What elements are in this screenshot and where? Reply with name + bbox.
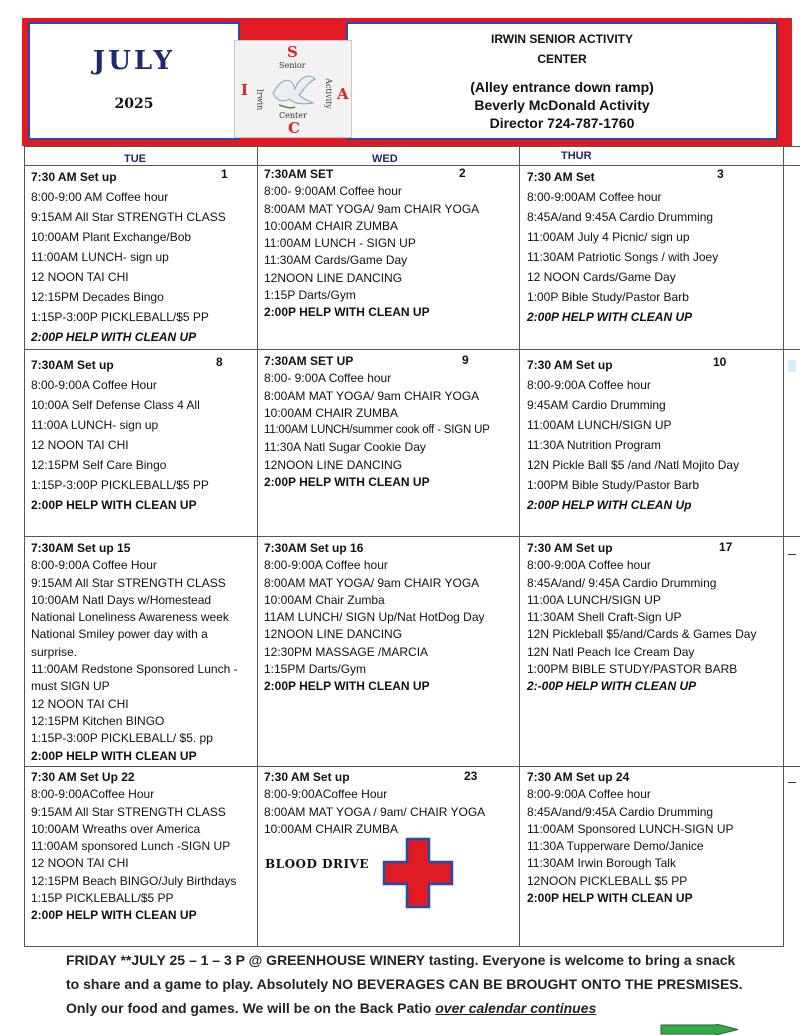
schedule-line: 10:00AM Wreaths over America (31, 821, 201, 836)
schedule-line: 8:45A/and 9:45A Cardio Drumming (527, 210, 714, 224)
schedule-line: 8:00-9:00A Coffee hour (527, 787, 651, 802)
schedule-line: 12N Natl Peach Ice Cream Day (527, 644, 695, 659)
day-header-wed: WED (372, 153, 398, 165)
schedule-line: 8:00AM MAT YOGA/ 9am CHAIR YOGA (264, 575, 480, 590)
date-number: 9 (462, 353, 469, 367)
day-cell-jul-24 (527, 769, 783, 907)
schedule-line: 2:00P HELP WITH CLEAN UP (31, 908, 197, 923)
schedule-line: 12:15PM Decades Bingo (31, 290, 164, 304)
schedule-line: 10:00AM Plant Exchange/Bob (31, 230, 192, 244)
dove-icon (269, 71, 319, 113)
schedule-line: 11:30AM Cards/Game Day (264, 253, 408, 268)
schedule-line: 11:30A Natl Sugar Cookie Day (264, 440, 426, 455)
schedule-line: 12NOON LINE DANCING (264, 627, 403, 642)
schedule-line: 12NOON LINE DANCING (264, 457, 403, 472)
schedule-line: 1:00P Bible Study/Pastor Barb (527, 290, 689, 304)
schedule-line: 10:00AM Natl Days w/Homestead National Loneliness Awareness week National Smiley power day with a surprise. (31, 592, 229, 659)
schedule-line: 8:00-9:00AM Coffee hour (527, 190, 662, 204)
schedule-line: 10:00AM CHAIR ZUMBA (264, 821, 399, 836)
center-name: IRWIN SENIOR ACTIVITY (490, 32, 633, 46)
directions-line: (Alley entrance down ramp) (470, 79, 654, 95)
schedule-line: 12:15PM Self Care Bingo (31, 458, 167, 472)
schedule-line: 11:00A LUNCH- sign up (31, 418, 159, 432)
schedule-line: 1:15P-3:00P PICKLEBALL/$5 PP (31, 310, 209, 324)
schedule-line: 11:30AM Irwin Borough Talk (527, 856, 676, 871)
director-phone-line: Director 724-787-1760 (489, 115, 635, 131)
schedule-line: 8:00AM MAT YOGA/ 9am CHAIR YOGA (264, 201, 480, 216)
schedule-line: 8:00-9:00 AM Coffee hour (31, 190, 169, 204)
schedule-line: 2:00P HELP WITH CLEAN UP (264, 475, 430, 490)
schedule-line: 11:00AM LUNCH - SIGN UP (264, 236, 416, 251)
red-cross-icon (382, 837, 454, 909)
edge-marker (788, 782, 796, 783)
schedule-line: 12 NOON TAI CHI (31, 696, 129, 711)
logo-word-center: Center (279, 111, 307, 120)
schedule-line: 12 NOON TAI CHI (31, 856, 129, 871)
schedule-line: 12N Pickle Ball $5 /and /Natl Mojito Day (527, 458, 740, 472)
schedule-line: 11:30A Nutrition Program (527, 438, 661, 452)
arrow-right-icon[interactable] (660, 1024, 740, 1035)
footer-note (66, 948, 746, 1020)
schedule-line: 8:00- 9:00AM Coffee hour (264, 184, 402, 199)
schedule-line: 11:00AM July 4 Picnic/ sign up (527, 230, 690, 244)
schedule-line: 2:00P HELP WITH CLEAN UP (31, 330, 197, 344)
cell-first-line: 7:30AM Set up (31, 358, 114, 372)
schedule-line: 1:15PM Darts/Gym (264, 662, 367, 677)
schedule-line: 1:15P-3:00P PICKLEBALL/ $5. pp (31, 731, 213, 746)
schedule-line: 9:15AM All Star STRENGTH CLASS (31, 804, 226, 819)
schedule-line: 12NOON PICKLEBALL $5 PP (527, 873, 688, 888)
schedule-line: 8:00AM MAT YOGA/ 9am CHAIR YOGA (264, 388, 480, 403)
cell-first-line: 7:30AM SET UP (264, 354, 354, 368)
grid-line (24, 146, 25, 946)
day-header-tue: TUE (124, 153, 146, 165)
grid-line (257, 146, 258, 946)
cell-first-line: 7:30 AM Set Up 22 (31, 770, 135, 784)
center-logo (234, 40, 352, 138)
schedule-line: 10:00AM CHAIR ZUMBA (264, 405, 399, 420)
schedule-line: 12N Pickleball $5/and/Cards & Games Day (527, 627, 757, 642)
cell-first-line: 7:30AM SET (264, 167, 334, 181)
schedule-line: 10:00AM CHAIR ZUMBA (264, 218, 399, 233)
logo-word-senior: Senior (279, 61, 306, 70)
month-title: JULY (92, 46, 176, 76)
date-number: 17 (719, 540, 733, 554)
schedule-line: 8:45A/and/9:45A Cardio Drumming (527, 804, 714, 819)
date-number: 2 (459, 166, 466, 180)
schedule-line: 2:00P HELP WITH CLEAN UP (264, 679, 430, 694)
schedule-line: 1:00PM Bible Study/Pastor Barb (527, 478, 700, 492)
schedule-line: 1:15P Darts/Gym (264, 288, 356, 303)
edge-marker (788, 360, 796, 372)
footer-text: FRIDAY **JULY 25 – 1 – 3 P @ GREENHOUSE WINERY tasting. Everyone is welcome to bring a snack to share and a game to play. Absolutely NO BEVERAGES CAN BE BROUGHT ONTO THE PRESMISES. Only our food and games. We will be on the Back Patio (66, 952, 743, 1016)
schedule-line: 2:00P HELP WITH CLEAN Up (527, 498, 692, 512)
schedule-line: 8:00-9:00A Coffee hour (527, 378, 651, 392)
schedule-line: 12:15PM Kitchen BINGO (31, 713, 165, 728)
schedule-line: 11:30A Tupperware Demo/Janice (527, 839, 704, 854)
schedule-line: 11:00AM sponsored Lunch -SIGN UP (31, 839, 231, 854)
schedule-line: 8:00AM MAT YOGA / 9am/ CHAIR YOGA (264, 804, 486, 819)
logo-letter-c: C (288, 119, 300, 137)
logo-letter-s: S (287, 43, 298, 61)
schedule-line: 9:15AM All Star STRENGTH CLASS (31, 210, 226, 224)
schedule-line: 10:00A Self Defense Class 4 All (31, 398, 200, 412)
schedule-line: 11:00AM LUNCH/summer cook off - SIGN UP (264, 424, 490, 437)
logo-letter-i: I (241, 81, 249, 99)
schedule-line: 2:-00P HELP WITH CLEAN UP (527, 679, 697, 694)
schedule-line: 11AM LUNCH/ SIGN Up/Nat HotDog Day (264, 610, 485, 625)
schedule-line: 11:00AM Redstone Sponsored Lunch - must SIGN UP (31, 662, 238, 694)
date-number: 23 (464, 769, 478, 783)
cell-first-line: 7:30AM Set up 16 (264, 541, 364, 555)
schedule-line: 10:00AM Chair Zumba (264, 592, 385, 607)
day-header-thur: THUR (561, 150, 592, 162)
schedule-line: 2:00P HELP WITH CLEAN UP (527, 310, 693, 324)
schedule-line: 2:00P HELP WITH CLEAN UP (31, 748, 197, 763)
schedule-line: 8:00-9:00A Coffee Hour (31, 378, 157, 392)
schedule-line: 12 NOON TAI CHI (31, 438, 129, 452)
logo-word-irwin: Irwin (255, 88, 265, 111)
grid-line (24, 536, 800, 537)
day-cell-jul-10 (527, 355, 783, 515)
continues-link[interactable]: over calendar continues (435, 1000, 597, 1016)
cell-first-line: 7:30 AM Set up (527, 541, 613, 555)
schedule-line: 11:00AM Sponsored LUNCH-SIGN UP (527, 821, 734, 836)
schedule-line: 1:15P PICKLEBALL/$5 PP (31, 891, 174, 906)
blood-drive-label: BLOOD DRIVE (265, 857, 370, 871)
logo-letter-a: A (337, 85, 349, 103)
logo-word-activity: Activity (323, 78, 333, 109)
grid-line (519, 146, 520, 946)
schedule-line: 1:00PM BIBLE STUDY/PASTOR BARB (527, 662, 738, 677)
cell-first-line: 7:30 AM Set up 24 (527, 770, 630, 784)
schedule-line: 8:00-9:00ACoffee Hour (31, 787, 155, 802)
day-cell-jul-23 (264, 769, 519, 871)
cell-first-line: 7:30 AM Set up (527, 358, 613, 372)
day-cell-jul-8 (31, 355, 253, 515)
day-cell-jul-2 (264, 166, 519, 322)
schedule-line: 12 NOON Cards/Game Day (527, 270, 676, 284)
date-number: 10 (713, 355, 727, 369)
grid-line (24, 946, 784, 947)
director-info (346, 78, 778, 132)
date-number: 8 (216, 355, 223, 369)
edge-marker (788, 554, 796, 555)
schedule-line: 9:15AM All Star STRENGTH CLASS (31, 575, 226, 590)
cell-first-line: 7:30 AM Set (527, 170, 595, 184)
day-cell-jul-22 (31, 769, 255, 925)
schedule-line: 8:00-9:00A Coffee hour (527, 558, 651, 573)
center-name-line2: CENTER (537, 52, 587, 66)
schedule-line: 9:45AM Cardio Drumming (527, 398, 666, 412)
schedule-line: 8:00-9:00ACoffee Hour (264, 787, 388, 802)
day-cell-jul-3 (527, 167, 783, 327)
grid-line (24, 349, 800, 350)
schedule-line: 12:15PM Beach BINGO/July Birthdays (31, 873, 237, 888)
day-cell-jul-1 (31, 167, 253, 347)
schedule-line: 11:00A LUNCH/SIGN UP (527, 592, 661, 607)
grid-line (24, 766, 800, 767)
director-line: Beverly McDonald Activity (474, 97, 650, 113)
cell-first-line: 7:30 AM Set up (264, 770, 350, 784)
day-cell-jul-17 (527, 540, 783, 696)
schedule-line: 8:00- 9:00A Coffee hour (264, 371, 392, 386)
schedule-line: 8:45A/and/ 9:45A Cardio Drumming (527, 575, 717, 590)
cell-first-line: 7:30 AM Set up (31, 170, 117, 184)
day-cell-jul-16 (264, 540, 519, 696)
month-panel (28, 22, 240, 140)
schedule-line: 11:00AM LUNCH- sign up (31, 250, 169, 264)
date-number: 1 (221, 167, 228, 181)
schedule-line: 11:00AM LUNCH/SIGN UP (527, 418, 672, 432)
schedule-line: 1:15P-3:00P PICKLEBALL/$5 PP (31, 478, 209, 492)
schedule-line: 12NOON LINE DANCING (264, 270, 403, 285)
day-cell-jul-15 (31, 540, 255, 765)
grid-line (783, 146, 784, 946)
schedule-line: 11:30AM Patriotic Songs / with Joey (527, 250, 719, 264)
schedule-line: 8:00-9:00A Coffee Hour (31, 558, 157, 573)
date-number: 3 (717, 167, 724, 181)
schedule-line: 12:30PM MASSAGE /MARCIA (264, 644, 429, 659)
cell-first-line: 7:30AM Set up 15 (31, 541, 131, 555)
day-cell-jul-9 (264, 353, 519, 491)
schedule-line: 2:00P HELP WITH CLEAN UP (264, 305, 430, 320)
schedule-line: 2:00P HELP WITH CLEAN UP (527, 891, 693, 906)
schedule-line: 8:00-9:00A Coffee hour (264, 558, 388, 573)
year-label: 2025 (114, 96, 154, 112)
schedule-line: 2:00P HELP WITH CLEAN UP (31, 498, 197, 512)
schedule-line: 12 NOON TAI CHI (31, 270, 129, 284)
schedule-line: 11:30AM Shell Craft-Sign UP (527, 610, 682, 625)
grid-line (24, 146, 800, 147)
